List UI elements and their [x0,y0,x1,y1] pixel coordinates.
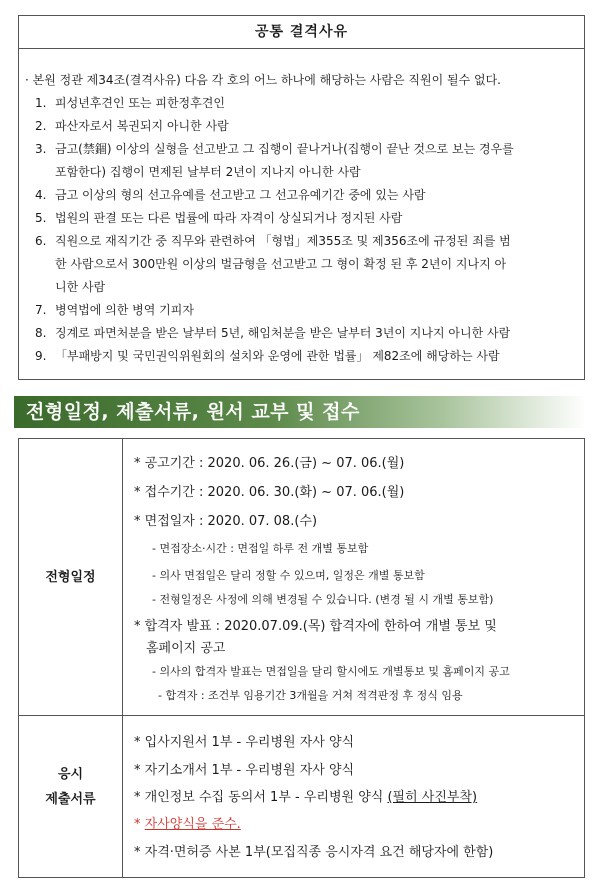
doc-license-copy: * 자격·면허증 사본 1부(모집직종 응시자격 요건 해당자에 한함) [134,845,494,860]
item-number: 4. [35,188,47,202]
item-text-line: 한 사람으로서 300만원 이상의 벌금형을 선고받고 그 형이 확정 된 후 2년이 지나지 아 [55,257,507,271]
schedule-change-note: - 전형일정은 사정에 의해 변경될 수 있습니다. (변경 될 시 개별 통보함) [152,593,494,606]
result-announcement-cont: 홈페이지 공고 [146,641,226,656]
item-number: 8. [35,326,47,340]
disqualification-item [35,207,576,230]
item-text-line: 파산자로서 복권되지 아니한 사람 [55,119,229,133]
item-text-line: 법원의 판결 또는 다른 법률에 따라 자격이 상실되거나 정지된 사람 [55,211,403,225]
item-text-line: 니한 사람 [55,280,106,294]
documents-label-line2: 제출서류 [45,792,96,807]
item-text-line: 직원으로 재직기간 중 직무와 관련하여 「형법」제355조 및 제356조에 규정된 죄를 범 [55,234,511,248]
notice-period: * 공고기간 : 2020. 06. 26.(금) ~ 07. 06.(월) [134,456,405,471]
application-period: * 접수기간 : 2020. 06. 30.(화) ~ 07. 06.(월) [134,485,405,500]
item-number: 3. [35,142,47,156]
result-announcement: * 합격자 발표 : 2020.07.09.(목) 합격자에 한하여 개별 통보 및 [134,619,497,634]
disqualification-title: 공통 결격사유 [19,16,584,49]
item-text-line: 금고(禁錮) 이상의 실형을 선고받고 그 집행이 끝나거나(집행이 끝난 것으로 보는 경우를 [55,142,514,156]
doc-self-introduction: * 자기소개서 1부 - 우리병원 자사 양식 [134,763,355,778]
doc-format-warning: 자사양식을 준수. [144,817,241,832]
doc-format-bullet: * [134,817,145,832]
item-number: 2. [35,119,47,133]
schedule-label: 전형일정 [45,570,96,585]
doc-privacy-consent [134,786,477,805]
disqualification-item [35,230,576,299]
item-text-line: 「부패방지 및 국민권익위원회의 설치와 운영에 관한 법률」 제82조에 해당하는 사람 [55,349,500,363]
disqualification-item [35,92,576,115]
item-number: 9. [35,349,47,363]
disqualification-item [35,322,576,345]
item-number: 6. [35,234,47,248]
disqualification-box [18,15,585,380]
item-text-line: 금고 이상의 형의 선고유예를 선고받고 그 선고유예기간 중에 있는 사람 [55,188,426,202]
item-text-line: 병역법에 의한 병역 기피자 [55,303,194,317]
disqualification-intro: · 본원 정관 제34조(결격사유) 다음 각 호의 어느 하나에 해당하는 사람은 직원이 될수 없다. [25,73,501,87]
doctor-result-note: - 의사의 합격자 발표는 면접일을 달리 할시에도 개별통보 및 홈페이지 공고 [152,665,510,678]
section-header: 전형일정, 제출서류, 원서 교부 및 접수 [14,396,586,428]
item-text-line: 포함한다) 집행이 면제된 날부터 2년이 지나지 아니한 사람 [55,165,361,179]
disqualification-list [35,92,576,368]
item-number: 5. [35,211,47,225]
disqualification-item [35,138,576,184]
item-text-line: 피성년후견인 또는 피한정후견인 [55,96,225,110]
disqualification-item [35,299,576,322]
disqualification-item [35,184,576,207]
probation-note: - 합격자 : 조건부 임용기간 3개월을 거쳐 적격판정 후 정식 임용 [158,689,463,702]
table-row-divider [19,715,584,716]
doc-format-note [134,813,241,832]
disqualification-item [35,115,576,138]
interview-place-note: - 면접장소·시간 : 면접일 하루 전 개별 통보함 [152,542,369,555]
schedule-table [18,438,585,878]
documents-label-line1: 응시 [57,767,84,782]
doc-application-form: * 입사지원서 1부 - 우리병원 자사 양식 [134,735,355,750]
item-number: 1. [35,96,47,110]
interview-date: * 면접일자 : 2020. 07. 08.(수) [134,514,318,529]
item-text-line: 징계로 파면처분을 받은 날부터 5년, 해임처분을 받은 날부터 3년이 지나지 아니한 사람 [55,326,511,340]
doctor-interview-note: - 의사 면접일은 달리 정할 수 있으며, 일정은 개별 통보함 [152,569,425,582]
item-number: 7. [35,303,47,317]
table-column-divider [122,439,123,877]
disqualification-item [35,345,576,368]
doc-privacy-consent-text: * 개인정보 수집 동의서 1부 - 우리병원 양식 [134,790,388,805]
photo-required-note: (필히 사진부착) [387,790,478,805]
